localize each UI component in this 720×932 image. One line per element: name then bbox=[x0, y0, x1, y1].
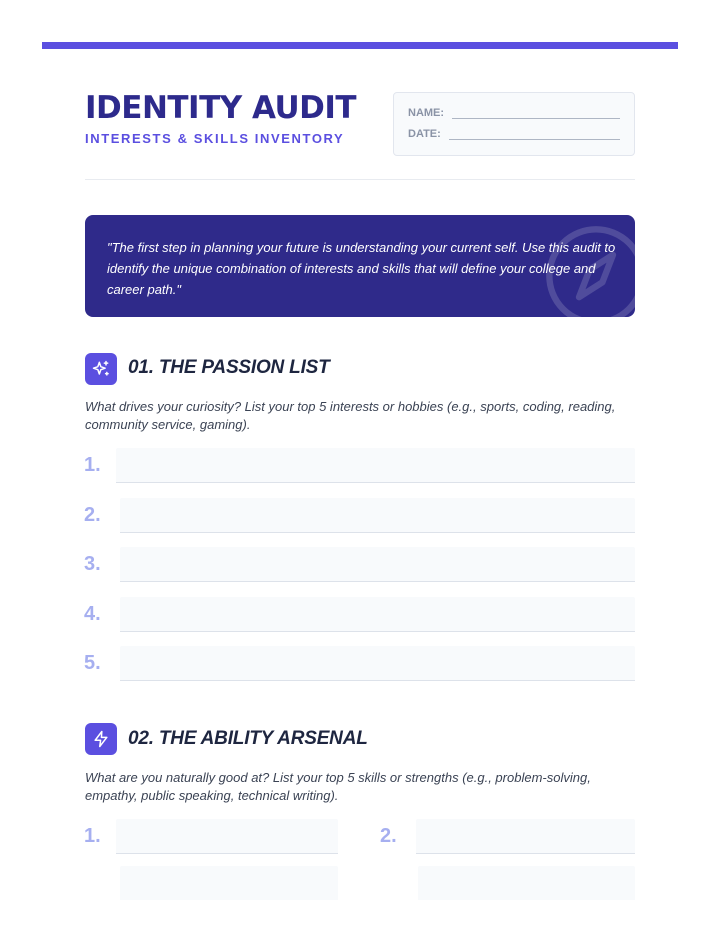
section-description: What drives your curiosity? List your top 5 interests or hobbies (e.g., sports, coding, reading, community service, gaming). bbox=[85, 399, 616, 432]
lightning-icon bbox=[85, 723, 117, 755]
entry-number: 2. bbox=[380, 825, 397, 847]
section-title: 01. THE PASSION LIST bbox=[128, 357, 330, 378]
passion-field-2[interactable] bbox=[120, 498, 635, 533]
date-row bbox=[408, 128, 620, 140]
header-divider bbox=[85, 179, 635, 180]
passion-field-3[interactable] bbox=[120, 547, 635, 582]
skill-field-4[interactable] bbox=[418, 866, 635, 900]
entry-number: 2. bbox=[84, 504, 101, 526]
entry-number: 5. bbox=[84, 652, 101, 674]
passion-field-5[interactable] bbox=[120, 646, 635, 681]
sparkles-icon bbox=[85, 353, 117, 385]
passion-field-4[interactable] bbox=[120, 597, 635, 632]
page-title: IDENTITY AUDIT bbox=[85, 90, 357, 126]
name-row bbox=[408, 107, 620, 119]
skill-field-3[interactable] bbox=[120, 866, 338, 900]
entry-number: 1. bbox=[84, 825, 101, 847]
accent-bar bbox=[42, 42, 678, 49]
entry-number: 1. bbox=[84, 454, 101, 476]
passion-field-1[interactable] bbox=[116, 448, 635, 483]
entry-number: 3. bbox=[84, 553, 101, 575]
skill-field-1[interactable] bbox=[116, 819, 338, 854]
intro-quote: "The first step in planning your future is understanding your current self. Use this audit to identify the unique combination of interests and skills that will define your college and career path." bbox=[107, 240, 616, 297]
name-label: NAME: bbox=[408, 107, 445, 119]
section-description: What are you naturally good at? List your top 5 skills or strengths (e.g., problem-solving, empathy, public speaking, technical writing). bbox=[85, 770, 591, 803]
compass-icon bbox=[543, 223, 635, 317]
skill-field-2[interactable] bbox=[416, 819, 635, 854]
date-label: DATE: bbox=[408, 128, 441, 140]
entry-number: 4. bbox=[84, 603, 101, 625]
date-field[interactable] bbox=[449, 128, 620, 140]
section-title: 02. THE ABILITY ARSENAL bbox=[128, 728, 368, 749]
student-info-box bbox=[393, 92, 635, 156]
name-field[interactable] bbox=[452, 107, 620, 119]
intro-quote-card bbox=[85, 215, 635, 317]
page-subtitle: INTERESTS & SKILLS INVENTORY bbox=[85, 131, 345, 146]
